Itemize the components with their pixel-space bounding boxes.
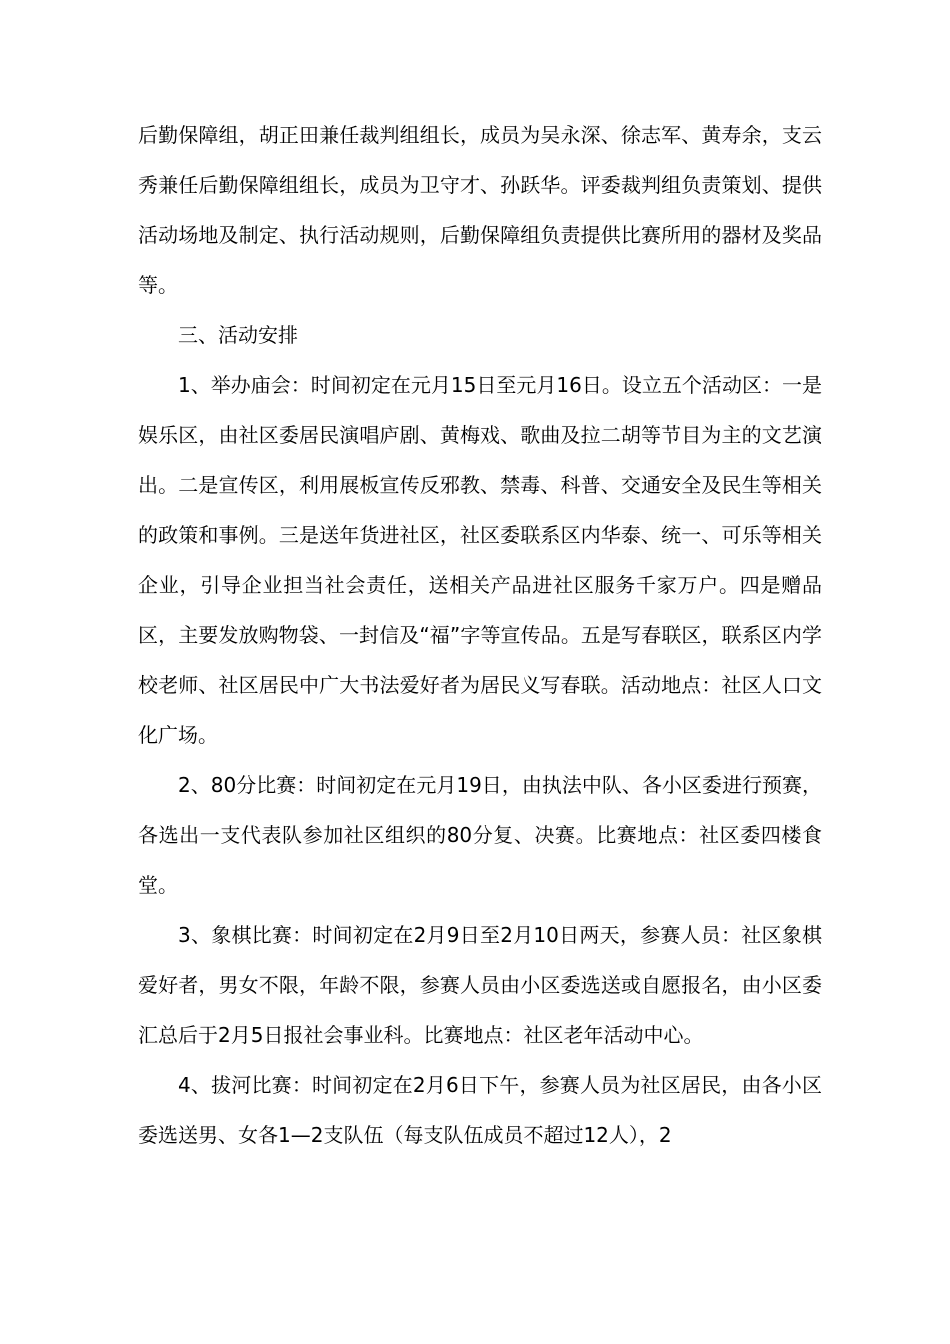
paragraph-card-game-competition: 2、80分比赛：时间初定在元月19日，由执法中队、各小区委进行预赛，各选出一支代表队参加社区组织的80分复、决赛。比赛地点：社区委四楼食堂。: [138, 773, 822, 897]
paragraph-committee-members: 后勤保障组，胡正田兼任裁判组组长，成员为吴永深、徐志军、黄寿余，支云秀兼任后勤保障组组长，成员为卫守才、孙跃华。评委裁判组负责策划、提供活动场地及制定、执行活动规则，后勤保障组负责提供比赛所用的器材及奖品等。: [138, 123, 822, 297]
paragraph-tug-of-war: 4、拔河比赛：时间初定在2月6日下午，参赛人员为社区居民，由各小区委选送男、女各1—2支队伍（每支队伍成员不超过12人），2: [138, 1073, 822, 1147]
section-heading-activity-arrangement: 三、活动安排: [178, 323, 298, 347]
paragraph-temple-fair: 1、举办庙会：时间初定在元月15日至元月16日。设立五个活动区：一是娱乐区，由社区委居民演唱庐剧、黄梅戏、歌曲及拉二胡等节目为主的文艺演出。二是宣传区，利用展板宣传反邪教、禁毒、科普、交通安全及民生等相关的政策和事例。三是送年货进社区，社区委联系区内华泰、统一、可乐等相关企业，引导企业担当社会责任，送相关产品进社区服务千家万户。四是赠品区，主要发放购物袋、一封信及“福”字等宣传品。五是写春联区，联系区内学校老师、社区居民中广大书法爱好者为居民义写春联。活动地点：社区人口文化广场。: [138, 373, 822, 747]
document-body: [138, 110, 822, 1160]
paragraph-chess-competition: 3、象棋比赛：时间初定在2月9日至2月10日两天，参赛人员：社区象棋爱好者，男女不限，年龄不限，参赛人员由小区委选送或自愿报名，由小区委汇总后于2月5日报社会事业科。比赛地点：社区老年活动中心。: [138, 923, 822, 1047]
